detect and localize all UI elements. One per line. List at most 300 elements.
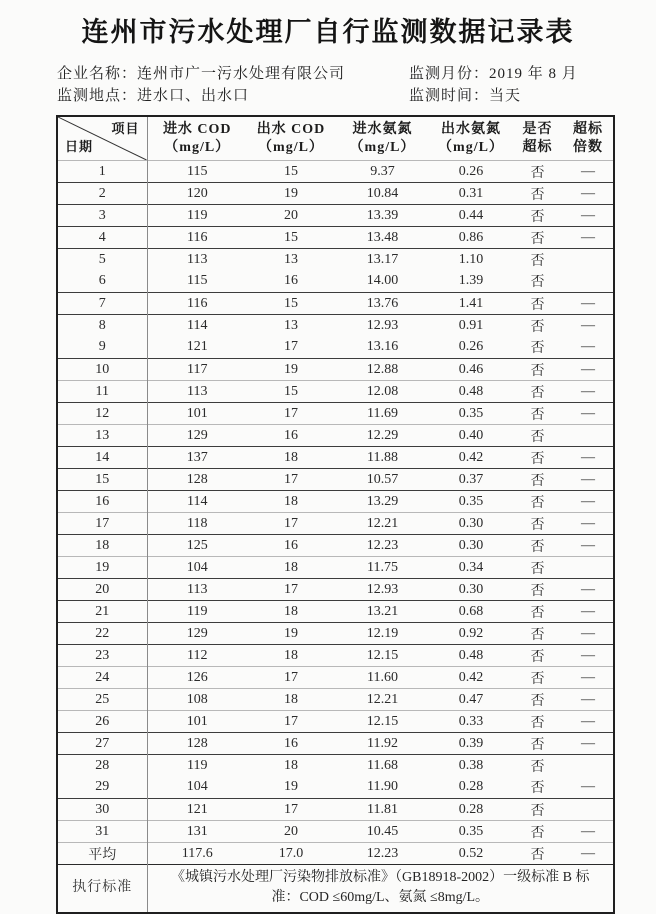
cell-exceed: 否 <box>530 165 545 181</box>
table-row <box>57 249 614 271</box>
table-row <box>57 799 614 821</box>
cell-outflow-nh3n: 0.40 <box>458 427 484 443</box>
cell-inflow-cod: 131 <box>186 823 208 839</box>
table-row <box>57 359 614 381</box>
cell-inflow-nh3n: 12.15 <box>366 713 399 729</box>
cell-outflow-cod: 18 <box>284 757 298 773</box>
table-row <box>57 491 614 513</box>
cell-inflow-cod: 101 <box>186 713 208 729</box>
cell-exceed-multiple: — <box>581 185 595 201</box>
cell-date: 16 <box>57 491 147 513</box>
cell-outflow-nh3n: 0.35 <box>458 823 484 839</box>
header-outflow-nh3n-line1: 出水氨氮 <box>441 121 501 137</box>
cell-outflow-nh3n: 0.26 <box>458 339 484 355</box>
monitor-month-line <box>409 65 612 84</box>
cell-date: 22 <box>57 623 147 645</box>
cell-outflow-nh3n: 0.68 <box>458 603 484 619</box>
cell-outflow-cod: 18 <box>284 493 298 509</box>
table-row <box>57 711 614 733</box>
cell-outflow-cod: 17 <box>284 405 298 421</box>
cell-exceed-multiple: — <box>581 295 595 311</box>
cell-inflow-nh3n: 11.69 <box>367 405 398 421</box>
cell-exceed: 否 <box>530 209 545 225</box>
cell-outflow-cod: 17 <box>284 515 298 531</box>
cell-exceed: 否 <box>530 297 545 313</box>
cell-date: 18 <box>57 535 147 557</box>
cell-exceed: 否 <box>530 363 545 379</box>
monitor-month-value: 2019 年 8 月 <box>489 66 578 82</box>
cell-exceed: 否 <box>530 253 545 269</box>
cell-outflow-cod: 19 <box>284 361 298 377</box>
cell-inflow-cod: 120 <box>186 185 208 201</box>
cell-outflow-cod: 19 <box>284 625 298 641</box>
cell-inflow-nh3n: 12.21 <box>366 515 399 531</box>
cell-inflow-nh3n: 11.68 <box>367 757 398 773</box>
info-right-column <box>409 65 612 109</box>
cell-inflow-nh3n: 11.92 <box>367 735 398 751</box>
cell-outflow-cod: 20 <box>284 207 298 223</box>
header-inflow-cod-line2: （mg/L） <box>164 139 231 155</box>
cell-exceed: 否 <box>530 693 545 709</box>
header-inflow-cod <box>147 116 247 161</box>
cell-inflow-nh3n: 13.48 <box>366 229 399 245</box>
header-exceed-multiple-line1: 超标 <box>573 121 603 137</box>
cell-inflow-nh3n: 14.00 <box>366 273 399 289</box>
cell-inflow-cod: 113 <box>187 581 208 597</box>
cell-exceed-multiple: — <box>581 471 595 487</box>
cell-inflow-cod: 119 <box>187 207 208 223</box>
cell-exceed-multiple <box>563 271 614 293</box>
cell-outflow-cod: 17 <box>284 339 298 355</box>
cell-date: 13 <box>57 425 147 447</box>
cell-inflow-cod: 118 <box>187 515 208 531</box>
cell-outflow-nh3n: 1.39 <box>458 273 484 289</box>
cell-inflow-cod: 128 <box>186 735 208 751</box>
standard-label-cell: 执行标准 <box>57 865 147 913</box>
cell-inflow-cod: 121 <box>186 339 208 355</box>
cell-inflow-cod: 113 <box>187 251 208 267</box>
cell-exceed: 否 <box>530 451 545 467</box>
cell-outflow-nh3n: 0.48 <box>458 383 484 399</box>
cell-inflow-nh3n: 10.84 <box>366 185 399 201</box>
cell-inflow-cod: 121 <box>186 801 208 817</box>
cell-outflow-cod: 15 <box>284 163 298 179</box>
header-row <box>57 116 614 161</box>
cell-inflow-nh3n: 13.16 <box>366 339 399 355</box>
table-row <box>57 403 614 425</box>
cell-exceed: 否 <box>530 429 545 445</box>
cell-exceed: 否 <box>530 847 545 863</box>
cell-exceed-multiple: — <box>581 647 595 663</box>
cell-inflow-nh3n: 12.93 <box>366 581 399 597</box>
cell-outflow-cod: 13 <box>284 317 298 333</box>
cell-outflow-nh3n: 0.33 <box>458 713 484 729</box>
cell-date: 10 <box>57 359 147 381</box>
cell-exceed: 否 <box>530 649 545 665</box>
cell-inflow-cod: 114 <box>187 493 208 509</box>
cell-inflow-cod: 137 <box>186 449 208 465</box>
header-outflow-cod <box>247 116 335 161</box>
cell-outflow-cod: 17.0 <box>278 845 304 861</box>
table-row <box>57 777 614 799</box>
table-row <box>57 337 614 359</box>
table-header <box>57 116 614 161</box>
table-row <box>57 425 614 447</box>
table-row <box>57 601 614 623</box>
cell-inflow-cod: 129 <box>186 625 208 641</box>
cell-exceed-multiple: — <box>581 779 595 795</box>
company-name-value: 连州市广一污水处理有限公司 <box>137 66 346 82</box>
cell-inflow-nh3n: 13.21 <box>366 603 399 619</box>
cell-inflow-cod: 129 <box>186 427 208 443</box>
cell-outflow-cod: 18 <box>284 691 298 707</box>
cell-exceed: 否 <box>530 407 545 423</box>
cell-exceed: 否 <box>530 517 545 533</box>
header-outflow-nh3n <box>430 116 512 161</box>
monitor-month-label: 监测月份： <box>409 66 490 82</box>
cell-date: 5 <box>57 249 147 271</box>
company-name-line <box>57 65 409 84</box>
header-outflow-nh3n-line2: （mg/L） <box>438 139 504 155</box>
cell-date: 12 <box>57 403 147 425</box>
cell-inflow-nh3n: 11.88 <box>367 449 398 465</box>
cell-outflow-cod: 18 <box>284 559 298 575</box>
cell-exceed-multiple: — <box>581 669 595 685</box>
cell-exceed-multiple <box>563 755 614 777</box>
cell-exceed: 否 <box>530 627 545 643</box>
cell-inflow-nh3n: 11.75 <box>367 559 398 575</box>
info-left-column <box>57 65 409 109</box>
header-inflow-nh3n-line1: 进水氨氮 <box>352 121 413 137</box>
cell-outflow-cod: 13 <box>284 251 298 267</box>
cell-exceed-multiple: — <box>581 625 595 641</box>
cell-exceed-multiple: — <box>581 163 595 179</box>
cell-exceed: 否 <box>530 539 545 555</box>
cell-exceed: 否 <box>530 187 545 203</box>
cell-outflow-cod: 16 <box>284 735 298 751</box>
cell-inflow-cod: 112 <box>187 647 208 663</box>
cell-outflow-cod: 15 <box>284 229 298 245</box>
cell-outflow-cod: 19 <box>284 779 298 795</box>
cell-outflow-nh3n: 0.35 <box>458 493 484 509</box>
cell-outflow-nh3n: 0.42 <box>458 449 484 465</box>
monitor-location-line <box>57 87 409 106</box>
cell-inflow-cod: 108 <box>186 691 208 707</box>
cell-date: 14 <box>57 447 147 469</box>
cell-exceed-multiple: — <box>581 845 595 861</box>
info-block <box>0 49 656 115</box>
cell-inflow-cod: 128 <box>186 471 208 487</box>
cell-inflow-nh3n: 12.23 <box>366 845 399 861</box>
cell-exceed: 否 <box>530 803 545 819</box>
cell-date: 6 <box>57 271 147 293</box>
page-title: 连州市污水处理厂自行监测数据记录表 <box>81 17 575 47</box>
cell-inflow-cod: 115 <box>187 163 208 179</box>
cell-date: 25 <box>57 689 147 711</box>
cell-inflow-cod: 115 <box>187 273 208 289</box>
table-row <box>57 623 614 645</box>
table-row <box>57 205 614 227</box>
header-inflow-nh3n <box>335 116 430 161</box>
cell-date: 3 <box>57 205 147 227</box>
cell-outflow-nh3n: 0.30 <box>458 537 484 553</box>
cell-inflow-nh3n: 12.19 <box>366 625 399 641</box>
table-row <box>57 513 614 535</box>
cell-exceed: 否 <box>530 781 545 797</box>
cell-date: 19 <box>57 557 147 579</box>
cell-exceed: 否 <box>530 825 545 841</box>
cell-outflow-cod: 15 <box>284 295 298 311</box>
cell-inflow-nh3n: 13.17 <box>366 251 399 267</box>
monitor-time-line <box>409 87 612 106</box>
cell-exceed-multiple: — <box>581 823 595 839</box>
cell-outflow-cod: 18 <box>284 647 298 663</box>
cell-inflow-nh3n: 12.21 <box>366 691 399 707</box>
cell-exceed: 否 <box>530 737 545 753</box>
cell-exceed-multiple: — <box>581 515 595 531</box>
cell-outflow-nh3n: 0.35 <box>458 405 484 421</box>
cell-outflow-nh3n: 0.26 <box>458 163 484 179</box>
cell-date: 26 <box>57 711 147 733</box>
table-row <box>57 755 614 777</box>
cell-date: 17 <box>57 513 147 535</box>
cell-exceed-multiple <box>563 799 614 821</box>
cell-inflow-nh3n: 12.29 <box>366 427 399 443</box>
header-outflow-cod-line2: （mg/L） <box>258 139 324 155</box>
cell-outflow-nh3n: 0.42 <box>458 669 484 685</box>
header-exceed <box>512 116 563 161</box>
header-outflow-cod-line1: 出水 COD <box>256 121 326 137</box>
cell-exceed-multiple <box>563 425 614 447</box>
cell-outflow-nh3n: 0.47 <box>458 691 484 707</box>
table-row <box>57 183 614 205</box>
table-row <box>57 733 614 755</box>
standard-text-cell: 《城镇污水处理厂污染物排放标准》（GB18918-2002）一级标准 B 标准：COD ≤60mg/L、氨氮 ≤8mg/L。 <box>171 870 590 906</box>
cell-outflow-nh3n: 0.39 <box>458 735 484 751</box>
cell-outflow-cod: 18 <box>284 603 298 619</box>
cell-date: 23 <box>57 645 147 667</box>
cell-outflow-nh3n: 0.48 <box>458 647 484 663</box>
header-inflow-cod-line1: 进水 COD <box>162 121 232 137</box>
cell-date: 11 <box>57 381 147 403</box>
header-exceed-multiple <box>563 116 614 161</box>
cell-exceed-multiple <box>563 249 614 271</box>
cell-inflow-cod: 104 <box>186 779 208 795</box>
cell-outflow-nh3n: 0.46 <box>458 361 484 377</box>
cell-date: 20 <box>57 579 147 601</box>
cell-exceed-multiple: — <box>581 361 595 377</box>
cell-inflow-nh3n: 9.37 <box>370 163 395 179</box>
monitoring-data-table <box>56 115 615 914</box>
table-row <box>57 557 614 579</box>
table-row <box>57 579 614 601</box>
cell-inflow-nh3n: 12.88 <box>366 361 399 377</box>
cell-inflow-nh3n: 12.23 <box>366 537 399 553</box>
cell-outflow-nh3n: 0.92 <box>458 625 484 641</box>
cell-exceed-multiple: — <box>581 581 595 597</box>
cell-inflow-cod: 114 <box>187 317 208 333</box>
cell-inflow-cod: 101 <box>186 405 208 421</box>
header-corner-cell <box>57 116 147 161</box>
cell-outflow-cod: 17 <box>284 471 298 487</box>
cell-exceed: 否 <box>530 715 545 731</box>
cell-outflow-cod: 17 <box>284 801 298 817</box>
cell-inflow-cod: 116 <box>187 295 208 311</box>
cell-exceed-multiple: — <box>581 691 595 707</box>
cell-inflow-cod: 113 <box>187 383 208 399</box>
cell-exceed-multiple: — <box>581 229 595 245</box>
cell-exceed: 否 <box>530 605 545 621</box>
cell-inflow-nh3n: 11.81 <box>367 801 398 817</box>
table-row <box>57 271 614 293</box>
cell-date: 9 <box>57 337 147 359</box>
table-row <box>57 161 614 183</box>
cell-outflow-nh3n: 0.28 <box>458 801 484 817</box>
cell-outflow-nh3n: 0.44 <box>458 207 484 223</box>
cell-exceed-multiple: — <box>581 317 595 333</box>
table-row <box>57 535 614 557</box>
cell-outflow-nh3n: 0.30 <box>458 515 484 531</box>
cell-outflow-nh3n: 0.38 <box>458 757 484 773</box>
cell-inflow-nh3n: 13.29 <box>366 493 399 509</box>
cell-exceed-multiple: — <box>581 603 595 619</box>
cell-date: 29 <box>57 777 147 799</box>
cell-outflow-nh3n: 0.91 <box>458 317 484 333</box>
table-row <box>57 293 614 315</box>
cell-outflow-cod: 18 <box>284 449 298 465</box>
cell-outflow-nh3n: 1.41 <box>458 295 484 311</box>
header-inflow-nh3n-line2: （mg/L） <box>349 139 416 155</box>
cell-inflow-cod: 119 <box>187 757 208 773</box>
company-name-label: 企业名称： <box>57 66 138 82</box>
table-row <box>57 645 614 667</box>
table-row <box>57 469 614 491</box>
cell-inflow-cod: 119 <box>187 603 208 619</box>
cell-outflow-cod: 17 <box>284 669 298 685</box>
table-row <box>57 667 614 689</box>
cell-inflow-nh3n: 13.39 <box>366 207 399 223</box>
cell-exceed-multiple: — <box>581 405 595 421</box>
table-row <box>57 447 614 469</box>
cell-exceed-multiple: — <box>581 537 595 553</box>
cell-outflow-nh3n: 0.34 <box>458 559 484 575</box>
cell-inflow-nh3n: 12.08 <box>366 383 399 399</box>
cell-inflow-nh3n: 11.60 <box>367 669 398 685</box>
cell-exceed: 否 <box>530 583 545 599</box>
cell-date: 31 <box>57 821 147 843</box>
cell-date: 平均 <box>57 843 147 865</box>
cell-exceed-multiple: — <box>581 207 595 223</box>
table-body <box>57 161 614 865</box>
cell-date: 2 <box>57 183 147 205</box>
cell-exceed: 否 <box>530 341 545 357</box>
cell-inflow-cod: 117.6 <box>181 845 213 861</box>
corner-date-label: 日期 <box>65 139 94 154</box>
cell-outflow-cod: 20 <box>284 823 298 839</box>
cell-inflow-nh3n: 10.45 <box>366 823 399 839</box>
cell-exceed: 否 <box>530 319 545 335</box>
monitor-time-value: 当天 <box>489 88 522 104</box>
cell-exceed: 否 <box>530 231 545 247</box>
cell-inflow-cod: 126 <box>186 669 208 685</box>
cell-outflow-cod: 16 <box>284 427 298 443</box>
cell-date: 21 <box>57 601 147 623</box>
cell-outflow-nh3n: 0.86 <box>458 229 484 245</box>
table-row <box>57 381 614 403</box>
cell-outflow-nh3n: 0.30 <box>458 581 484 597</box>
cell-date: 24 <box>57 667 147 689</box>
cell-exceed-multiple: — <box>581 449 595 465</box>
cell-inflow-nh3n: 11.90 <box>367 779 398 795</box>
cell-date: 15 <box>57 469 147 491</box>
cell-exceed-multiple: — <box>581 713 595 729</box>
cell-exceed: 否 <box>530 561 545 577</box>
cell-exceed: 否 <box>530 495 545 511</box>
table-row <box>57 227 614 249</box>
header-exceed-line2: 超标 <box>522 139 553 155</box>
cell-date: 1 <box>57 161 147 183</box>
cell-date: 4 <box>57 227 147 249</box>
monitor-location-label: 监测地点： <box>57 88 138 104</box>
cell-inflow-nh3n: 13.76 <box>366 295 399 311</box>
table-row <box>57 315 614 337</box>
monitor-location-value: 进水口、出水口 <box>137 88 250 104</box>
cell-exceed-multiple <box>563 557 614 579</box>
cell-exceed: 否 <box>530 759 545 775</box>
table-row <box>57 821 614 843</box>
cell-date: 27 <box>57 733 147 755</box>
cell-outflow-nh3n: 0.52 <box>458 845 484 861</box>
cell-inflow-cod: 116 <box>187 229 208 245</box>
cell-inflow-nh3n: 12.93 <box>366 317 399 333</box>
cell-outflow-cod: 16 <box>284 273 298 289</box>
cell-inflow-cod: 125 <box>186 537 208 553</box>
cell-exceed: 否 <box>530 473 545 489</box>
cell-outflow-nh3n: 1.10 <box>458 251 484 267</box>
cell-exceed-multiple: — <box>581 493 595 509</box>
cell-inflow-cod: 104 <box>186 559 208 575</box>
header-exceed-line1: 是否 <box>522 121 553 137</box>
cell-date: 8 <box>57 315 147 337</box>
table-row-average <box>57 843 614 865</box>
corner-item-label: 项目 <box>111 121 140 136</box>
cell-outflow-cod: 19 <box>284 185 298 201</box>
cell-exceed-multiple: — <box>581 339 595 355</box>
cell-inflow-nh3n: 12.15 <box>366 647 399 663</box>
cell-exceed: 否 <box>530 671 545 687</box>
cell-exceed: 否 <box>530 385 545 401</box>
cell-date: 7 <box>57 293 147 315</box>
cell-inflow-cod: 117 <box>187 361 208 377</box>
table-row <box>57 689 614 711</box>
cell-inflow-nh3n: 10.57 <box>366 471 399 487</box>
cell-outflow-cod: 17 <box>284 581 298 597</box>
cell-exceed: 否 <box>530 275 545 291</box>
cell-date: 28 <box>57 755 147 777</box>
cell-outflow-cod: 16 <box>284 537 298 553</box>
cell-outflow-nh3n: 0.37 <box>458 471 484 487</box>
cell-outflow-cod: 17 <box>284 713 298 729</box>
cell-exceed-multiple: — <box>581 383 595 399</box>
monitor-time-label: 监测时间： <box>409 88 490 104</box>
cell-outflow-nh3n: 0.31 <box>458 185 484 201</box>
cell-date: 30 <box>57 799 147 821</box>
cell-exceed-multiple: — <box>581 735 595 751</box>
header-exceed-multiple-line2: 倍数 <box>573 139 603 155</box>
cell-outflow-nh3n: 0.28 <box>458 779 484 795</box>
standard-row <box>57 865 614 913</box>
cell-outflow-cod: 15 <box>284 383 298 399</box>
